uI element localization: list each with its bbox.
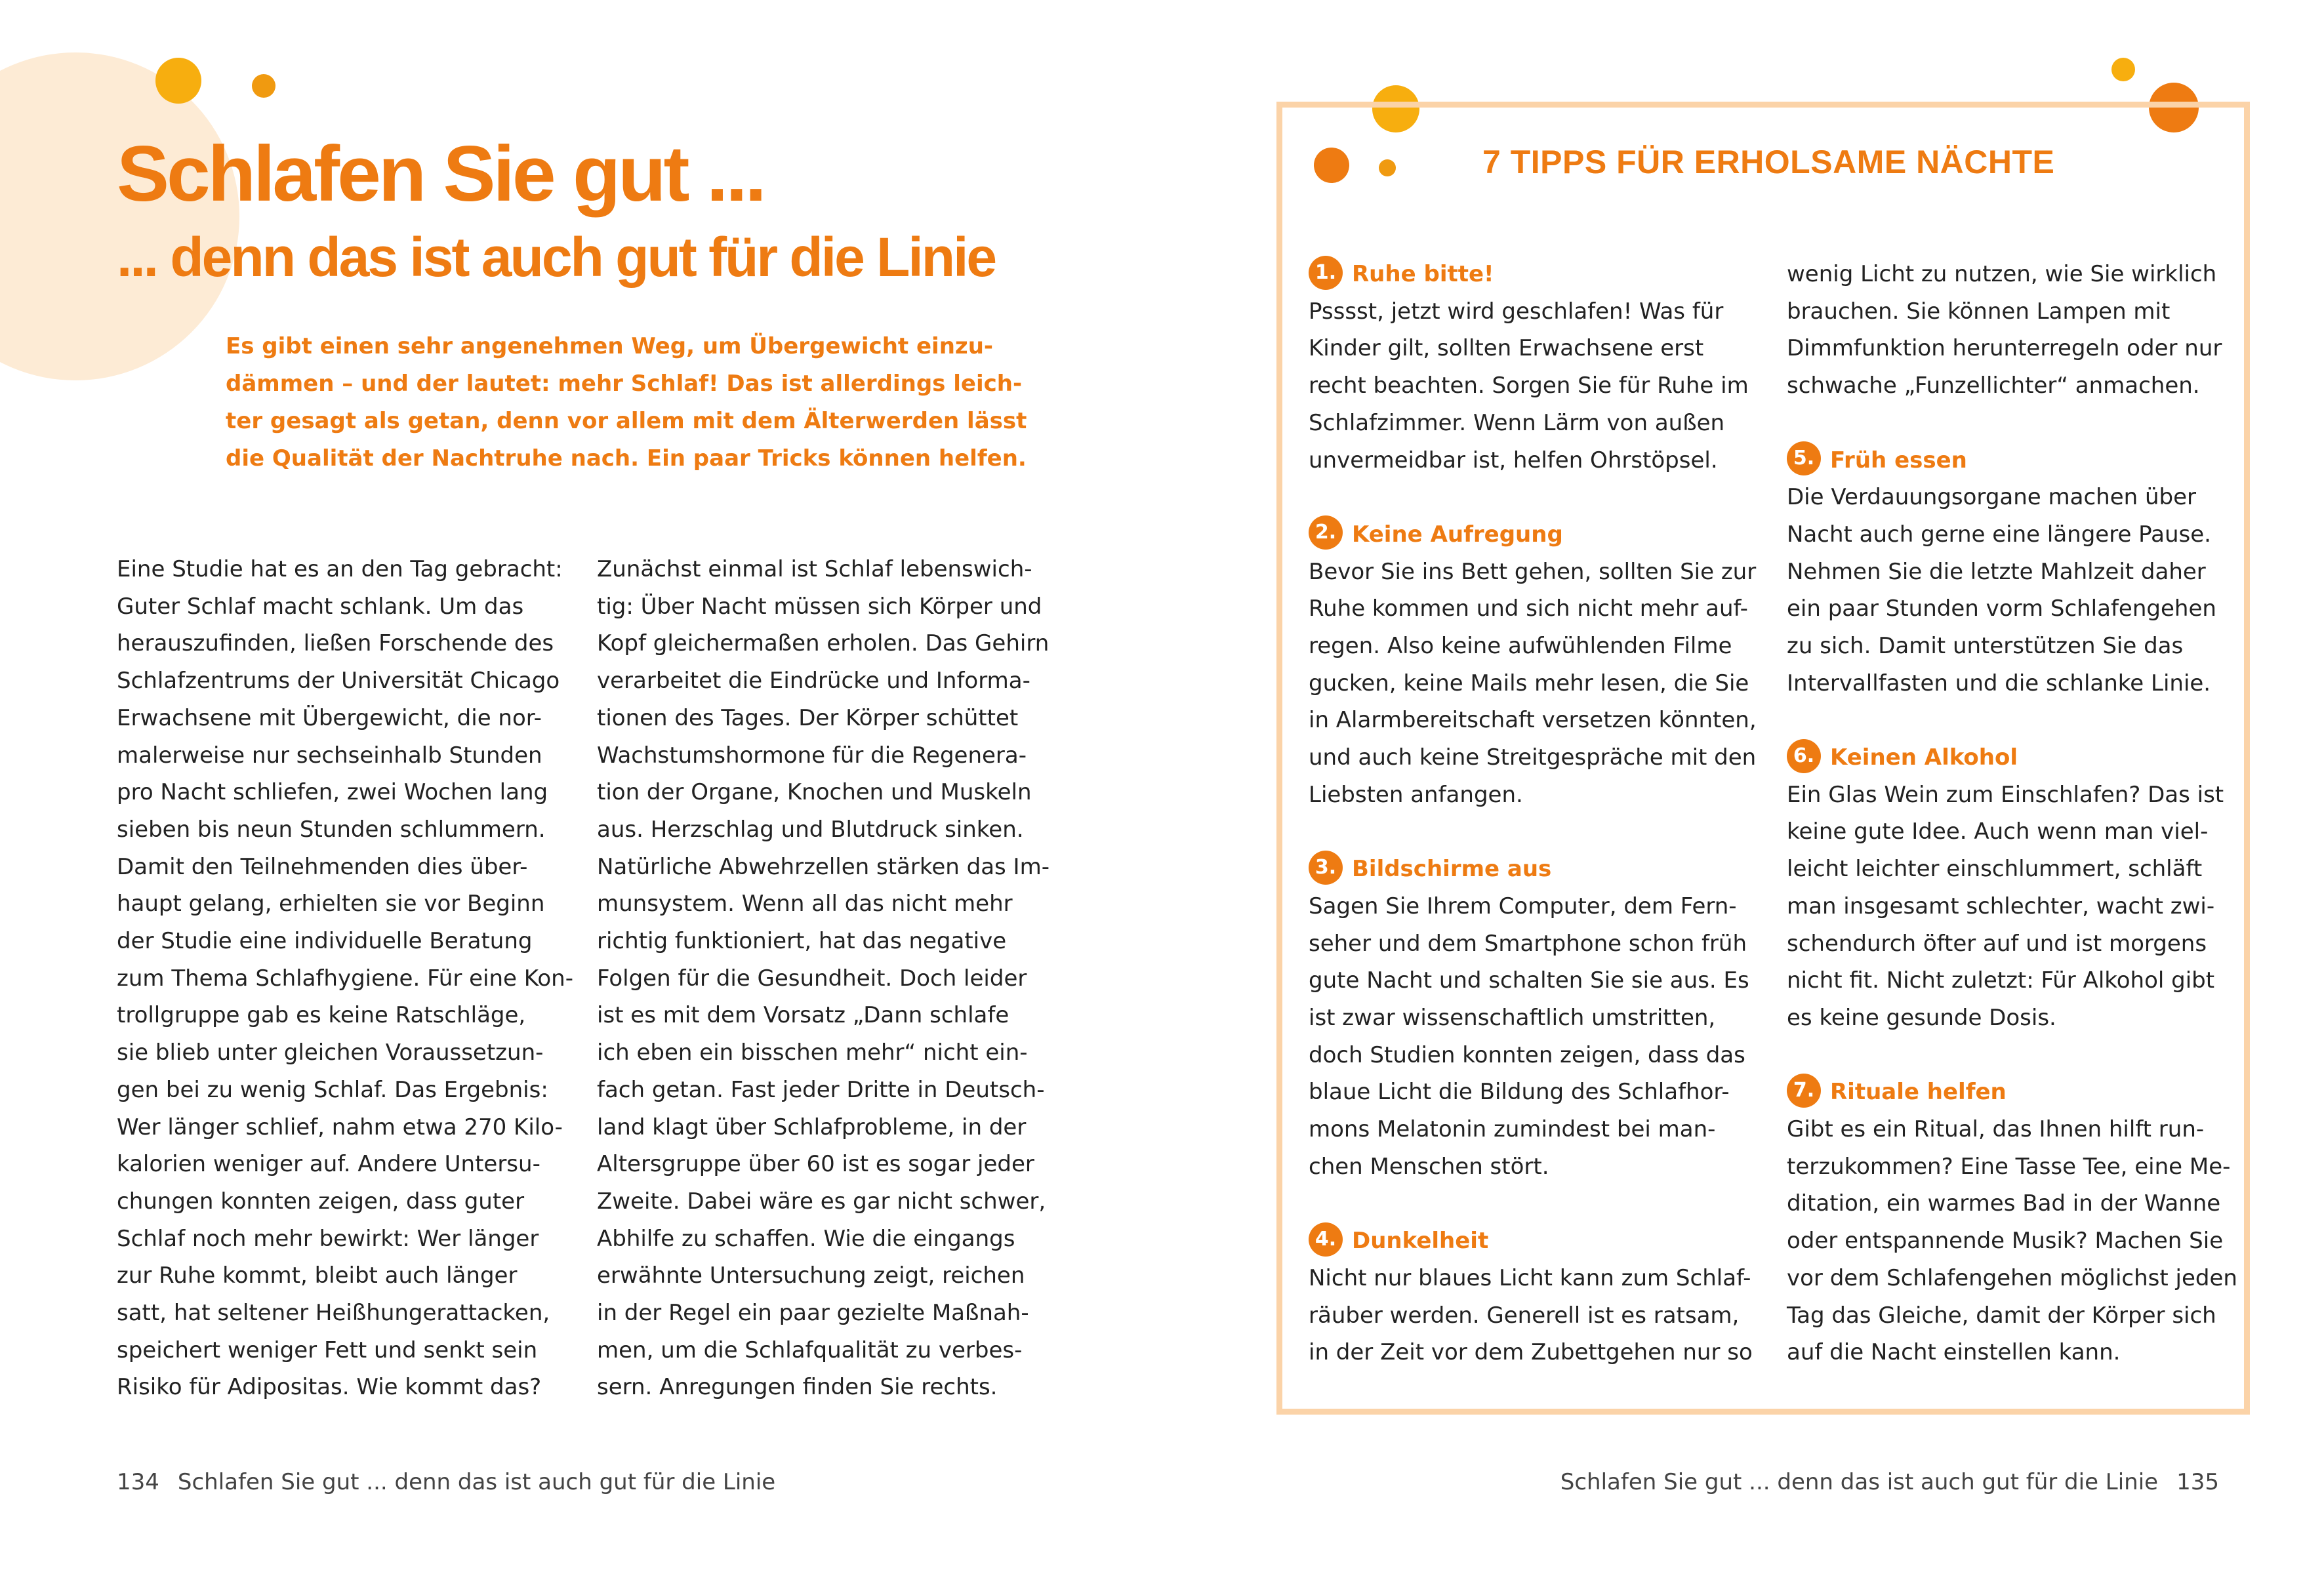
decorative-dot: [155, 58, 201, 104]
page-subtitle: ... denn das ist auch gut für die Linie: [117, 226, 996, 288]
tip-title: Rituale helfen: [1830, 1079, 2007, 1106]
text-line: Psssst, jetzt wird geschlafen! Was für: [1309, 298, 1724, 325]
tip-heading: [1309, 851, 1755, 888]
tip-number-badge: 5.: [1787, 441, 1821, 475]
tip-heading: [1309, 256, 1755, 293]
tip-heading: [1787, 739, 2233, 776]
text-line: es keine gesunde Dosis.: [1787, 1005, 2056, 1031]
text-line: Erwachsene mit Übergewicht, die nor-: [117, 704, 542, 731]
text-line: regen. Also keine aufwühlenden Filme: [1309, 632, 1732, 659]
text-line: schendurch öfter auf und ist morgens: [1787, 930, 2207, 957]
spacer: [1309, 1186, 1755, 1223]
text-line: schwache „Funzellichter“ anmachen.: [1787, 373, 2200, 399]
text-line: unvermeidbar ist, helfen Ohrstöpsel.: [1309, 447, 1718, 474]
text-line: pro Nacht schliefen, zwei Wochen lang: [117, 779, 548, 806]
text-line: zu sich. Damit unterstützen Sie das: [1787, 633, 2184, 659]
tip-number-badge: 1.: [1309, 256, 1343, 290]
text-line: verarbeitet die Eindrücke und Informa-: [597, 668, 1030, 695]
decorative-dot: [252, 74, 275, 98]
text-line: satt, hat seltener Heißhungerattacken,: [117, 1300, 550, 1327]
footer-right: [1560, 1469, 2219, 1495]
tip-title: Dunkelheit: [1352, 1228, 1489, 1255]
text-line: erwähnte Untersuchung zeigt, reichen: [597, 1262, 1025, 1289]
text-line: ein paar Stunden vorm Schlafengehen: [1787, 595, 2216, 622]
text-line: Kinder gilt, sollten Erwachsene erst: [1309, 335, 1704, 362]
text-line: Damit den Teilnehmenden dies über-: [117, 853, 528, 880]
text-line: Wachstumshormone für die Regenera-: [597, 742, 1027, 769]
text-line: Zweite. Dabei wäre es gar nicht schwer,: [597, 1188, 1046, 1215]
text-line: fach getan. Fast jeder Dritte in Deutsch-: [597, 1076, 1045, 1103]
text-line: gucken, keine Mails mehr lesen, die Sie: [1309, 670, 1749, 696]
text-line: tionen des Tages. Der Körper schüttet: [597, 704, 1019, 731]
text-line: recht beachten. Sorgen Sie für Ruhe im: [1309, 373, 1749, 399]
text-line: Guter Schlaf macht schlank. Um das: [117, 593, 524, 620]
intro-line: Es gibt einen sehr angenehmen Weg, um Übergewicht einzu-: [226, 333, 994, 359]
tip-heading: [1787, 1074, 2233, 1111]
text-line: zum Thema Schlafhygiene. Für eine Kon-: [117, 965, 573, 992]
text-line: sern. Anregungen finden Sie rechts.: [597, 1374, 998, 1401]
tip-heading: [1309, 1222, 1755, 1260]
running-footer: Schlafen Sie gut ... denn das ist auch gut für die Linie: [1560, 1469, 2159, 1495]
text-line: tion der Organe, Knochen und Muskeln: [597, 779, 1032, 806]
text-line: haupt gelang, erhielten sie vor Beginn: [117, 891, 545, 917]
text-line: Ein Glas Wein zum Einschlafen? Das ist: [1787, 781, 2224, 808]
text-line: Nehmen Sie die letzte Mahlzeit daher: [1787, 558, 2206, 585]
tip-title: Keinen Alkohol: [1830, 744, 2018, 771]
intro-line: die Qualität der Nachtruhe nach. Ein paar Tricks können helfen.: [226, 445, 1027, 472]
tip-title: Keine Aufregung: [1352, 521, 1563, 548]
tips-column-right: [1787, 256, 2237, 1371]
text-line: Schlafzimmer. Wenn Lärm von außen: [1309, 409, 1725, 436]
tip-heading: [1787, 442, 2233, 479]
text-line: wenig Licht zu nutzen, wie Sie wirklich: [1787, 261, 2217, 287]
text-line: man insgesamt schlechter, wacht zwi-: [1787, 893, 2215, 919]
text-line: vor dem Schlafengehen möglichst jeden: [1787, 1264, 2237, 1291]
text-line: Abhilfe zu schaffen. Wie die eingangs: [597, 1225, 1015, 1252]
text-line: herauszufinden, ließen Forschende des: [117, 630, 554, 657]
text-line: Natürliche Abwehrzellen stärken das Im-: [597, 853, 1050, 880]
text-line: ist es mit dem Vorsatz „Dann schlafe: [597, 1002, 1009, 1029]
tip-title: Bildschirme aus: [1352, 856, 1552, 883]
text-line: oder entspannende Musik? Machen Sie: [1787, 1228, 2224, 1255]
body-column-2: [597, 551, 1050, 1406]
text-line: sieben bis neun Stunden schlummern.: [117, 816, 546, 843]
text-line: men, um die Schlafqualität zu verbes-: [597, 1337, 1023, 1363]
text-line: ich eben ein bisschen mehr“ nicht ein-: [597, 1039, 1028, 1066]
page-number: 135: [2176, 1469, 2219, 1495]
text-line: Intervallfasten und die schlanke Linie.: [1787, 670, 2211, 696]
text-line: Bevor Sie ins Bett gehen, sollten Sie zur: [1309, 558, 1757, 585]
text-line: kalorien weniger auf. Andere Untersu-: [117, 1151, 540, 1178]
text-line: trollgruppe gab es keine Ratschläge,: [117, 1002, 526, 1029]
text-line: land klagt über Schlafprobleme, in der: [597, 1114, 1027, 1140]
text-line: in Alarmbereitschaft versetzen könnten,: [1309, 707, 1757, 734]
text-line: blaue Licht die Bildung des Schlafhor-: [1309, 1079, 1730, 1106]
text-line: der Studie eine individuelle Beratung: [117, 928, 533, 955]
text-line: aus. Herzschlag und Blutdruck sinken.: [597, 816, 1024, 843]
text-line: zur Ruhe kommt, bleibt auch länger: [117, 1262, 518, 1289]
text-line: brauchen. Sie können Lampen mit: [1787, 298, 2171, 325]
tip-number-badge: 3.: [1309, 851, 1343, 885]
text-line: Liebsten anfangen.: [1309, 781, 1523, 808]
text-line: Dimmfunktion herunterregeln oder nur: [1787, 335, 2222, 362]
spacer: [1309, 479, 1755, 516]
text-line: nicht fit. Nicht zuletzt: Für Alkohol gibt: [1787, 967, 2215, 994]
text-line: in der Zeit vor dem Zubettgehen nur so: [1309, 1339, 1753, 1366]
text-line: Nacht auch gerne eine längere Pause.: [1787, 521, 2211, 548]
text-line: ditation, ein warmes Bad in der Wanne: [1787, 1190, 2221, 1217]
text-line: seher und dem Smartphone schon früh: [1309, 930, 1747, 957]
text-line: Risiko für Adipositas. Wie kommt das?: [117, 1374, 542, 1401]
text-line: mons Melatonin zumindest bei man-: [1309, 1116, 1716, 1143]
spacer: [1787, 702, 2233, 739]
text-line: Wer länger schlief, nahm etwa 270 Kilo-: [117, 1114, 563, 1140]
tip-heading: [1309, 516, 1755, 554]
text-line: Eine Studie hat es an den Tag gebracht:: [117, 556, 563, 582]
text-line: gen bei zu wenig Schlaf. Das Ergebnis:: [117, 1076, 548, 1103]
text-line: richtig funktioniert, hat das negative: [597, 928, 1007, 955]
tip-number-badge: 4.: [1309, 1222, 1343, 1257]
text-line: Tag das Gleiche, damit der Körper sich: [1787, 1302, 2216, 1329]
text-line: sie blieb unter gleichen Voraussetzun-: [117, 1039, 544, 1066]
intro-line: dämmen – und der lautet: mehr Schlaf! Das ist allerdings leich-: [226, 371, 1023, 397]
text-line: ist zwar wissenschaftlich umstritten,: [1309, 1004, 1716, 1031]
text-line: und auch keine Streitgespräche mit den: [1309, 744, 1757, 771]
text-line: gute Nacht und schalten Sie sie aus. Es: [1309, 967, 1749, 994]
text-line: räuber werden. Generell ist es ratsam,: [1309, 1302, 1740, 1329]
tips-column-left: [1309, 256, 1755, 1371]
tip-title: Früh essen: [1830, 447, 1967, 474]
text-line: Die Verdauungsorgane machen über: [1787, 484, 2197, 511]
text-line: Ruhe kommen und sich nicht mehr auf-: [1309, 595, 1748, 622]
text-line: keine gute Idee. Auch wenn man viel-: [1787, 818, 2209, 845]
body-column-1: [117, 551, 573, 1406]
text-line: auf die Nacht einstellen kann.: [1787, 1339, 2121, 1366]
spacer: [1787, 1037, 2233, 1074]
tips-box-title: 7 TIPPS FÜR ERHOLSAME NÄCHTE: [1482, 144, 2055, 180]
text-line: munsystem. Wenn all das nicht mehr: [597, 891, 1013, 917]
page-title: Schlafen Sie gut ...: [117, 130, 764, 218]
text-line: Nicht nur blaues Licht kann zum Schlaf-: [1309, 1264, 1751, 1291]
text-line: Schlafzentrums der Universität Chicago: [117, 668, 560, 695]
text-line: Gibt es ein Ritual, das Ihnen hilft run-: [1787, 1116, 2205, 1143]
text-line: chungen konnten zeigen, dass guter: [117, 1188, 525, 1215]
text-line: Kopf gleichermaßen erholen. Das Gehirn: [597, 630, 1050, 657]
text-line: Sagen Sie Ihrem Computer, dem Fern-: [1309, 893, 1737, 919]
tip-title: Ruhe bitte!: [1352, 261, 1494, 287]
tip-number-badge: 7.: [1787, 1074, 1821, 1108]
text-line: Altersgruppe über 60 ist es sogar jeder: [597, 1151, 1034, 1178]
decorative-dot: [2111, 58, 2135, 81]
text-line: malerweise nur sechseinhalb Stunden: [117, 742, 542, 769]
text-line: tig: Über Nacht müssen sich Körper und: [597, 593, 1042, 620]
spacer: [1309, 814, 1755, 851]
intro-paragraph: [226, 328, 1027, 477]
text-line: doch Studien konnten zeigen, dass das: [1309, 1041, 1745, 1068]
tip-number-badge: 6.: [1787, 739, 1821, 773]
text-line: in der Regel ein paar gezielte Maßnah-: [597, 1300, 1029, 1327]
running-footer: Schlafen Sie gut ... denn das ist auch gut für die Linie: [177, 1469, 776, 1495]
text-line: terzukommen? Eine Tasse Tee, eine Me-: [1787, 1153, 2231, 1180]
text-line: Schlaf noch mehr bewirkt: Wer länger: [117, 1225, 539, 1252]
tip-number-badge: 2.: [1309, 515, 1343, 550]
intro-line: ter gesagt als getan, denn vor allem mit dem Älterwerden lässt: [226, 408, 1027, 434]
page-number: 134: [117, 1469, 159, 1495]
text-line: leicht leichter einschlummert, schläft: [1787, 856, 2203, 883]
text-line: Folgen für die Gesundheit. Doch leider: [597, 965, 1027, 992]
text-line: speichert weniger Fett und senkt sein: [117, 1337, 538, 1363]
footer-left: [117, 1469, 775, 1495]
spacer: [1787, 405, 2233, 442]
text-line: chen Menschen stört.: [1309, 1153, 1549, 1180]
text-line: Zunächst einmal ist Schlaf lebenswich-: [597, 556, 1032, 582]
